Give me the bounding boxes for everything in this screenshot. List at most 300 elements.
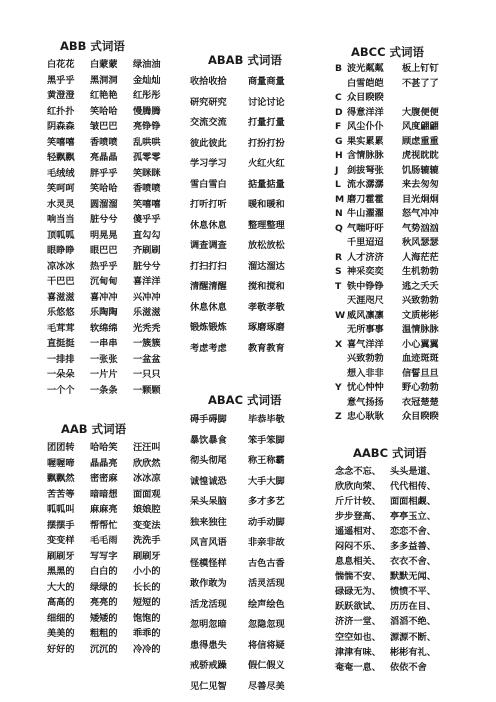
abab-word: 考虑考虑 bbox=[190, 342, 227, 354]
aabc-word: 恋恋不舍、 bbox=[390, 525, 436, 537]
abcc-word: 铁中铮铮 bbox=[347, 280, 384, 292]
abcc-word: 磨刀霍霍 bbox=[347, 193, 384, 205]
abab-word: 搅和搅和 bbox=[248, 281, 285, 292]
index-letter: Z bbox=[335, 411, 342, 422]
aabc-word: 多多益善、 bbox=[390, 540, 436, 552]
index-letter bbox=[335, 294, 347, 309]
aab-row bbox=[47, 549, 177, 565]
abcc-word: 气喘吁吁 bbox=[347, 222, 384, 234]
abab-row bbox=[190, 277, 320, 298]
abb-word: 明晃晃 bbox=[90, 229, 118, 241]
abb-word: 兴冲冲 bbox=[133, 291, 161, 303]
abcc-row bbox=[335, 207, 485, 222]
abcc-row bbox=[335, 62, 485, 77]
aab-word: 小小的 bbox=[133, 566, 161, 577]
abab-word: 溜达溜达 bbox=[248, 260, 285, 272]
column-left bbox=[47, 0, 177, 657]
abcc-word: 喜气洋洋 bbox=[347, 338, 384, 350]
abcc-word: 顾虑重重 bbox=[402, 135, 439, 147]
abb-row bbox=[47, 274, 177, 290]
abcc-row bbox=[335, 294, 485, 309]
abac-row bbox=[190, 574, 320, 595]
abb-word: 孤零零 bbox=[133, 152, 161, 163]
abb-word: 一个个 bbox=[47, 384, 75, 396]
abac-word: 大手大脚 bbox=[248, 475, 285, 487]
aab-word: 苦苦等 bbox=[47, 488, 75, 500]
index-letter: B bbox=[335, 63, 343, 74]
abcc-word: 忠心耿耿 bbox=[347, 411, 384, 422]
aab-word: 摆摆手 bbox=[47, 519, 75, 531]
aabc-word: 代代相传、 bbox=[390, 480, 436, 492]
abb-row bbox=[47, 367, 177, 383]
abb-word: 白蒙蒙 bbox=[90, 59, 118, 70]
index-letter: D bbox=[335, 106, 343, 118]
abb-word: 笑嘻嘻 bbox=[47, 136, 75, 148]
aab-row bbox=[47, 580, 177, 596]
abcc-word: 风尘仆仆 bbox=[347, 121, 384, 132]
abb-row bbox=[47, 104, 177, 120]
abab-word: 孝敬孝敬 bbox=[248, 301, 285, 313]
abcc-row bbox=[335, 309, 485, 324]
abb-row bbox=[47, 150, 177, 166]
aab-word: 美美的 bbox=[47, 628, 75, 639]
column-middle bbox=[190, 0, 320, 697]
aabc-word: 衣衣不舍、 bbox=[390, 556, 436, 568]
abcc-word: 怒气冲冲 bbox=[402, 208, 439, 219]
abb-word: 金灿灿 bbox=[133, 74, 161, 86]
aab-word: 帮帮忙 bbox=[90, 519, 118, 531]
aab-word: 黑黑的 bbox=[47, 566, 75, 577]
abac-word: 多才多艺 bbox=[248, 496, 285, 507]
aabc-row bbox=[335, 569, 485, 584]
index-letter bbox=[335, 236, 347, 251]
abcc-row bbox=[335, 236, 485, 251]
index-letter: F bbox=[335, 121, 342, 132]
abb-word: 亮铮铮 bbox=[133, 121, 161, 132]
abb-word: 一张张 bbox=[90, 353, 118, 365]
index-letter bbox=[335, 77, 347, 92]
aabc-row bbox=[335, 524, 485, 539]
abcc-row bbox=[335, 323, 485, 338]
abcc-word: 人才济济 bbox=[347, 251, 384, 263]
abb-word: 脏兮兮 bbox=[133, 260, 161, 272]
abac-word: 呆头呆脑 bbox=[190, 496, 227, 507]
aab-word: 呱呱叫 bbox=[47, 504, 75, 515]
aabc-word: 闷闷不乐、 bbox=[335, 540, 381, 552]
abb-row bbox=[47, 119, 177, 135]
aab-word: 亮亮的 bbox=[90, 597, 118, 608]
abac-word: 古色古香 bbox=[248, 557, 285, 569]
abb-row bbox=[47, 259, 177, 275]
index-letter: W bbox=[335, 309, 346, 321]
aabc-word: 奄奄一息、 bbox=[335, 661, 381, 673]
aab-word: 飘飘然 bbox=[47, 473, 75, 484]
abcc-word: 流水潺潺 bbox=[347, 179, 384, 190]
aab-word: 哈哈笑 bbox=[90, 442, 118, 453]
abb-word: 干巴巴 bbox=[47, 276, 75, 287]
abab-word: 研究研究 bbox=[190, 96, 227, 108]
abab-word: 放松放松 bbox=[248, 240, 285, 251]
abac-word: 将信将疑 bbox=[248, 639, 285, 651]
abcc-word: 目光炯炯 bbox=[402, 193, 439, 205]
abb-word-grid bbox=[47, 57, 177, 398]
abb-word: 阴森森 bbox=[47, 121, 75, 132]
index-letter: M bbox=[335, 193, 345, 205]
aab-word: 刷刷牙 bbox=[47, 550, 75, 562]
aab-word: 大大的 bbox=[47, 581, 75, 593]
abb-word: 白花花 bbox=[47, 59, 75, 70]
abcc-word: 得意洋洋 bbox=[347, 106, 384, 118]
abab-word: 琢磨琢磨 bbox=[248, 322, 285, 333]
abb-row bbox=[47, 290, 177, 306]
abac-word: 动手动脚 bbox=[248, 516, 285, 528]
abab-word: 交流交流 bbox=[190, 117, 227, 128]
abb-word: 香喷喷 bbox=[90, 136, 118, 148]
abb-word: 一盆盆 bbox=[133, 353, 161, 365]
aab-row bbox=[47, 595, 177, 611]
aabc-word: 碌碌无为、 bbox=[335, 586, 381, 598]
abac-row bbox=[190, 410, 320, 431]
abcc-word: 虎视眈眈 bbox=[402, 150, 439, 161]
aabc-row bbox=[335, 645, 485, 660]
abab-word: 收拾收拾 bbox=[190, 76, 227, 87]
abb-word: 一串串 bbox=[90, 338, 118, 349]
aabc-word: 跃跃欲试、 bbox=[335, 601, 381, 613]
aab-word: 麻麻亮 bbox=[90, 504, 118, 515]
aab-row bbox=[47, 502, 177, 518]
abb-word: 香喷喷 bbox=[133, 183, 161, 194]
abcc-row bbox=[335, 280, 485, 295]
aab-title: AAB 式词语 bbox=[61, 422, 127, 436]
abcc-row bbox=[335, 381, 485, 396]
abb-row bbox=[47, 57, 177, 73]
abcc-row bbox=[335, 135, 485, 150]
aabc-row bbox=[335, 554, 485, 569]
abac-word: 风言风语 bbox=[190, 537, 227, 548]
abac-word: 碍手碍脚 bbox=[190, 414, 227, 425]
abac-word: 毕恭毕敬 bbox=[248, 414, 285, 425]
abb-word: 凉冰冰 bbox=[47, 260, 75, 272]
aabc-row bbox=[335, 599, 485, 614]
abb-word: 乱哄哄 bbox=[133, 136, 161, 148]
abcc-word: 神采奕奕 bbox=[347, 266, 384, 277]
abab-word: 暖和暖和 bbox=[248, 199, 285, 210]
aab-row bbox=[47, 518, 177, 534]
abab-word: 雪白雪白 bbox=[190, 178, 227, 190]
abb-word: 一排排 bbox=[47, 353, 75, 365]
aabc-row bbox=[335, 494, 485, 509]
aabc-word: 源源不断、 bbox=[390, 631, 436, 643]
abb-row bbox=[47, 197, 177, 213]
abab-row bbox=[190, 72, 320, 93]
abcc-word: 信誓旦旦 bbox=[402, 367, 439, 379]
abac-word: 见仁见智 bbox=[190, 680, 227, 692]
abac-word: 假仁假义 bbox=[248, 660, 285, 671]
abb-word: 一颗颗 bbox=[133, 384, 161, 396]
abac-word: 独来独往 bbox=[190, 516, 227, 528]
abb-word: 笑嘻嘻 bbox=[133, 198, 161, 210]
abb-row bbox=[47, 181, 177, 197]
abcc-word: 牛山濯濯 bbox=[347, 208, 384, 219]
aab-word: 长长的 bbox=[133, 581, 161, 593]
abcc-row bbox=[335, 77, 485, 92]
aabc-word: 依依不舍 bbox=[390, 661, 427, 673]
aab-row bbox=[47, 564, 177, 580]
aab-word: 洗洗手 bbox=[133, 535, 161, 546]
abb-row bbox=[47, 352, 177, 368]
abab-row bbox=[190, 175, 320, 196]
abac-word: 称王称霸 bbox=[248, 455, 285, 466]
aab-word: 饱饱的 bbox=[133, 612, 161, 624]
abab-title: ABAB 式词语 bbox=[208, 53, 282, 67]
abcc-word: 兴致勃勃 bbox=[347, 353, 384, 364]
abb-word: 顶呱呱 bbox=[47, 229, 75, 241]
abac-word: 绘声绘色 bbox=[248, 598, 285, 610]
abcc-word: 剑拔弩张 bbox=[347, 164, 384, 176]
aabc-word: 滔滔不绝、 bbox=[390, 616, 436, 628]
abcc-word: 生机勃勃 bbox=[402, 266, 439, 277]
abcc-word: 温情脉脉 bbox=[402, 324, 439, 335]
abb-word: 乐悠悠 bbox=[47, 307, 75, 318]
abb-word: 傻乎乎 bbox=[133, 214, 161, 225]
abab-word: 学习学习 bbox=[190, 158, 227, 169]
abcc-word: 大腹便便 bbox=[402, 106, 439, 118]
index-letter: T bbox=[335, 280, 342, 292]
abcc-word: 果实累累 bbox=[347, 135, 384, 147]
abab-row bbox=[190, 236, 320, 257]
abb-row bbox=[47, 305, 177, 321]
abab-word: 整理整理 bbox=[248, 219, 285, 231]
aab-word: 喔喔啼 bbox=[47, 457, 75, 469]
abcc-word: 千里迢迢 bbox=[347, 237, 384, 248]
abb-word: 笑眯眯 bbox=[133, 167, 161, 179]
abcc-row bbox=[335, 251, 485, 266]
aab-word: 好好的 bbox=[47, 643, 75, 655]
abb-word: 眼巴巴 bbox=[90, 245, 118, 256]
index-letter: C bbox=[335, 92, 342, 103]
aab-word: 欣欣然 bbox=[133, 457, 161, 469]
abab-row bbox=[190, 298, 320, 319]
abab-word: 调查调查 bbox=[190, 240, 227, 251]
aabc-word: 空空如也、 bbox=[335, 631, 381, 643]
abb-word: 脏兮兮 bbox=[90, 214, 118, 225]
abab-word: 火红火红 bbox=[248, 158, 285, 169]
abb-word: 黄澄澄 bbox=[47, 90, 75, 101]
abcc-word: 秋风瑟瑟 bbox=[402, 237, 439, 248]
aabc-title: AABC 式词语 bbox=[353, 445, 427, 460]
abcc-word-grid bbox=[335, 62, 485, 425]
abcc-word: 无所事事 bbox=[347, 324, 384, 335]
aabc-row bbox=[335, 660, 485, 675]
abb-row bbox=[47, 336, 177, 352]
index-letter bbox=[335, 396, 347, 411]
aab-word: 矮矮的 bbox=[90, 612, 118, 624]
abab-word: 打扮打扮 bbox=[248, 137, 285, 149]
abb-word: 眼睁睁 bbox=[47, 245, 75, 256]
aabc-word: 愤愤不平、 bbox=[390, 586, 436, 598]
abcc-word: 小心翼翼 bbox=[402, 338, 439, 350]
abcc-row bbox=[335, 352, 485, 367]
index-letter bbox=[335, 367, 347, 382]
aabc-word: 默默无闻、 bbox=[390, 571, 436, 583]
abcc-word: 风度翩翩 bbox=[402, 121, 439, 132]
abb-row bbox=[47, 135, 177, 151]
aab-word-grid bbox=[47, 440, 177, 657]
aab-word: 写写字 bbox=[90, 550, 118, 562]
aab-row bbox=[47, 611, 177, 627]
index-letter: Y bbox=[335, 382, 342, 393]
aabc-row bbox=[335, 479, 485, 494]
abb-word: 红彤彤 bbox=[133, 90, 161, 101]
abb-title: ABB 式词语 bbox=[60, 39, 125, 53]
aabc-row bbox=[335, 464, 485, 479]
aabc-word: 面面相觑、 bbox=[390, 495, 436, 507]
abb-word: 红扑扑 bbox=[47, 105, 75, 117]
aab-word: 娘娘腔 bbox=[133, 504, 161, 515]
aab-row bbox=[47, 642, 177, 658]
abac-word: 笨手笨脚 bbox=[248, 434, 285, 446]
abb-word: 直挺挺 bbox=[47, 338, 75, 349]
abac-word: 活龙活现 bbox=[190, 598, 227, 610]
aab-row bbox=[47, 533, 177, 549]
abab-word-grid bbox=[190, 72, 320, 359]
aab-word: 变变法 bbox=[133, 519, 161, 531]
abb-word: 红艳艳 bbox=[90, 90, 118, 101]
aabc-row bbox=[335, 630, 485, 645]
aab-row bbox=[47, 487, 177, 503]
aab-word: 暗暗想 bbox=[90, 488, 118, 500]
abb-word: 乐滋滋 bbox=[133, 307, 161, 318]
abb-word: 乐陶陶 bbox=[90, 307, 118, 318]
aabc-word: 遥遥相对、 bbox=[335, 525, 381, 537]
abb-word: 毛茸茸 bbox=[47, 322, 75, 334]
abac-row bbox=[190, 472, 320, 493]
abab-word: 商量商量 bbox=[248, 76, 285, 87]
abab-row bbox=[190, 134, 320, 155]
index-letter: X bbox=[335, 338, 343, 350]
aabc-word: 步步登高、 bbox=[335, 510, 381, 522]
abb-word: 水灵灵 bbox=[47, 198, 75, 210]
abcc-row bbox=[335, 265, 485, 280]
aab-word: 乖乖的 bbox=[133, 628, 161, 639]
abb-word: 笑呵呵 bbox=[47, 183, 75, 194]
aab-row bbox=[47, 440, 177, 456]
index-letter: H bbox=[335, 150, 343, 161]
abb-word: 响当当 bbox=[47, 214, 75, 225]
abcc-row bbox=[335, 164, 485, 179]
aabc-word: 彬彬有礼、 bbox=[390, 646, 436, 658]
aab-word: 刷刷牙 bbox=[133, 550, 161, 562]
abb-row bbox=[47, 212, 177, 228]
abcc-word: 天涯咫尺 bbox=[347, 295, 384, 306]
abb-row bbox=[47, 228, 177, 244]
aabc-word-grid bbox=[335, 464, 485, 675]
abb-word: 黑洞洞 bbox=[90, 74, 118, 86]
aab-word: 变变样 bbox=[47, 535, 75, 546]
aabc-word: 斤斤计较、 bbox=[335, 495, 381, 507]
aab-row bbox=[47, 626, 177, 642]
abb-word: 直勾勾 bbox=[133, 229, 161, 241]
abcc-word: 不甚了了 bbox=[402, 77, 439, 89]
abcc-word: 逃之夭夭 bbox=[402, 280, 439, 292]
abb-row bbox=[47, 243, 177, 259]
abcc-word: 波光粼粼 bbox=[347, 63, 384, 74]
aab-word: 绿绿的 bbox=[90, 581, 118, 593]
abb-word: 一条条 bbox=[90, 384, 118, 396]
abb-word: 笑哈哈 bbox=[90, 183, 118, 194]
abac-word: 活灵活现 bbox=[248, 578, 285, 589]
abcc-word: 白雪皑皑 bbox=[347, 77, 384, 89]
abab-word: 讨论讨论 bbox=[248, 96, 285, 108]
abb-word: 软绵绵 bbox=[90, 322, 118, 334]
abab-word: 休息休息 bbox=[190, 219, 227, 231]
abb-row bbox=[47, 166, 177, 182]
aabc-word: 念念不忘、 bbox=[335, 465, 381, 477]
index-letter: L bbox=[335, 179, 341, 190]
abac-row bbox=[190, 533, 320, 554]
abcc-word: 来去匆匆 bbox=[402, 179, 439, 190]
abcc-word: 气势汹汹 bbox=[402, 222, 439, 234]
abcc-row bbox=[335, 222, 485, 237]
aab-row bbox=[47, 471, 177, 487]
abab-word: 教育教育 bbox=[248, 342, 285, 354]
abab-word: 彼此彼此 bbox=[190, 137, 227, 149]
abb-word: 亮晶晶 bbox=[90, 152, 118, 163]
abb-word: 光秃秃 bbox=[133, 322, 161, 334]
abb-row bbox=[47, 73, 177, 89]
abab-word: 掂量掂量 bbox=[248, 178, 285, 190]
aabc-word: 惴惴不安、 bbox=[335, 571, 381, 583]
abb-word: 一簇簇 bbox=[133, 338, 161, 349]
abb-word: 毛绒绒 bbox=[47, 167, 75, 179]
aab-word: 密密麻 bbox=[90, 473, 118, 484]
abac-word: 彻头彻尾 bbox=[190, 455, 227, 466]
abac-word: 敢作敢为 bbox=[190, 578, 227, 589]
aabc-row bbox=[335, 614, 485, 629]
abcc-row bbox=[335, 178, 485, 193]
index-letter: Q bbox=[335, 222, 343, 234]
abb-word: 笑哈哈 bbox=[90, 105, 118, 117]
aab-word: 晶晶亮 bbox=[90, 457, 118, 469]
abcc-row bbox=[335, 367, 485, 382]
abb-row bbox=[47, 321, 177, 337]
abb-word: 喜洋洋 bbox=[133, 276, 161, 287]
abcc-row bbox=[335, 120, 485, 135]
index-letter bbox=[335, 323, 347, 338]
abab-word: 打扫打扫 bbox=[190, 260, 227, 272]
abb-word: 一只只 bbox=[133, 369, 161, 380]
aabc-word: 欣欣向荣、 bbox=[335, 480, 381, 492]
aabc-word: 息息相关、 bbox=[335, 556, 381, 568]
aab-word: 面面观 bbox=[133, 488, 161, 500]
abab-word: 休息休息 bbox=[190, 301, 227, 313]
abab-row bbox=[190, 154, 320, 175]
abb-word: 慢腾腾 bbox=[133, 105, 161, 117]
abcc-word: 血迹斑斑 bbox=[402, 353, 439, 364]
aab-word: 毛毛雨 bbox=[90, 535, 118, 546]
aabc-row bbox=[335, 584, 485, 599]
abcc-word: 板上钉钉 bbox=[402, 63, 439, 74]
index-letter: N bbox=[335, 208, 343, 219]
aabc-row bbox=[335, 539, 485, 554]
abac-row bbox=[190, 431, 320, 452]
abb-word: 圆溜溜 bbox=[90, 198, 118, 210]
abac-row bbox=[190, 554, 320, 575]
abab-word: 打听打听 bbox=[190, 199, 227, 210]
abcc-row bbox=[335, 106, 485, 121]
abcc-word: 兴致勃勃 bbox=[402, 295, 439, 306]
abab-row bbox=[190, 195, 320, 216]
